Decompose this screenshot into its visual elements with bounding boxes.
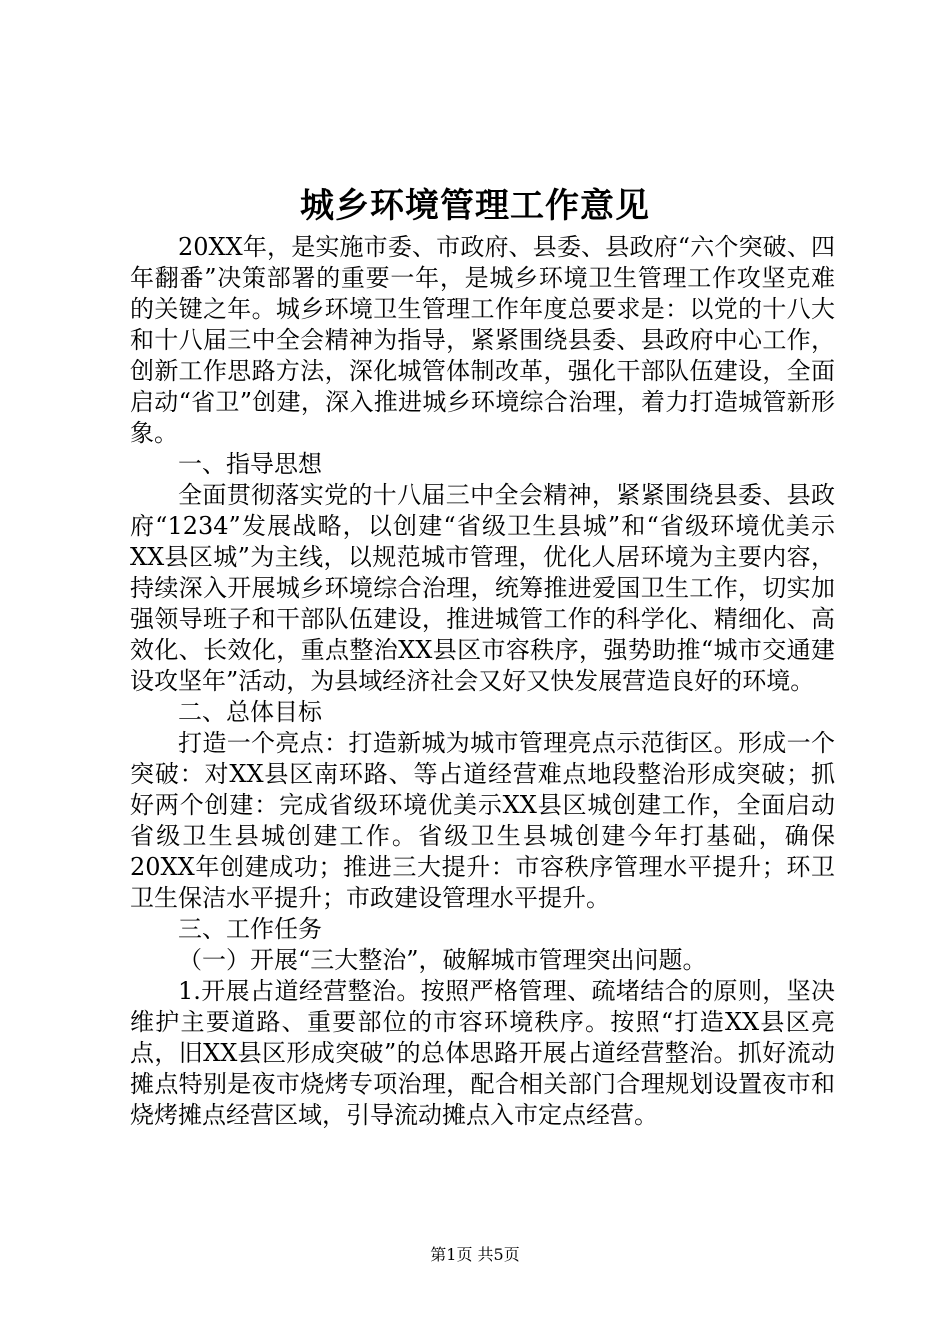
guiding-ideology-paragraph: 全面贯彻落实党的十八届三中全会精神，紧紧围绕县委、县政府“1234”发展战略，以创建“省级卫生县城”和“省级环境优美示XX县区城”为主线，以规范城市管理，优化人居环境为主要内容，持续深入开展城乡环境综合治理，统筹推进爱国卫生工作，切实加强领导班子和干部队伍建设，推进城管工作的科学化、精细化、高效化、长效化，重点整治XX县区市容秩序，强势助推“城市交通建设攻坚年”活动，为县域经济社会又好又快发展营造良好的环境。 bbox=[130, 481, 835, 695]
section-heading-overall-goals: 二、总体目标 bbox=[178, 698, 322, 726]
overall-goals-paragraph: 打造一个亮点：打造新城为城市管理亮点示范街区。形成一个突破：对XX县区南环路、等占道经营难点地段整治形成突破；抓好两个创建：完成省级环境优美示XX县区城创建工作，全面启动省级卫生县城创建工作。省级卫生县城创建今年打基础，确保20XX年创建成功；推进三大提升：市容秩序管理水平提升；环卫卫生保洁水平提升；市政建设管理水平提升。 bbox=[130, 729, 835, 912]
section-heading-guiding-ideology: 一、指导思想 bbox=[178, 450, 322, 478]
page-number-footer: 第1页 共5页 bbox=[430, 1245, 520, 1264]
intro-paragraph: 20XX年，是实施市委、市政府、县委、县政府“六个突破、四年翻番”决策部署的重要一年，是城乡环境卫生管理工作攻坚克难的关键之年。城乡环境卫生管理工作年度总要求是：以党的十八大和十八届三中全会精神为指导，紧紧围绕县委、县政府中心工作，创新工作思路方法，深化城管体制改革，强化干部队伍建设，全面启动“省卫”创建，深入推进城乡环境综合治理，着力打造城管新形象。 bbox=[130, 233, 835, 447]
subsection-heading-three-rectifications: （一）开展“三大整治”，破解城市管理突出问题。 bbox=[178, 946, 707, 974]
document-body bbox=[130, 232, 835, 1131]
section-heading-work-tasks: 三、工作任务 bbox=[178, 915, 322, 943]
document-title: 城乡环境管理工作意见 bbox=[300, 186, 650, 226]
task-1-paragraph: 1.开展占道经营整治。按照严格管理、疏堵结合的原则，坚决维护主要道路、重要部位的市容环境秩序。按照“打造XX县区亮点，旧XX县区形成突破”的总体思路开展占道经营整治。抓好流动摊点特别是夜市烧烤专项治理，配合相关部门合理规划设置夜市和烧烤摊点经营区域，引导流动摊点入市定点经营。 bbox=[130, 977, 835, 1129]
